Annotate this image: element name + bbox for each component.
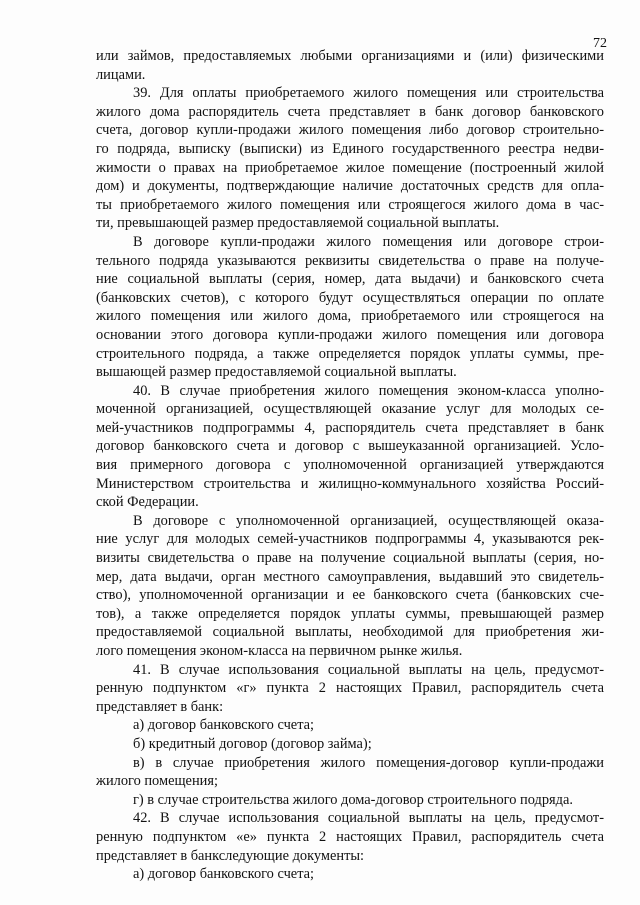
text-line: ренную подпунктом «е» пункта 2 настоящих Правил, распорядитель счета (96, 828, 604, 845)
text-line: тельного подряда указываются реквизиты свидетельства о праве на получе- (96, 252, 604, 269)
text-line: договор банковского счета и договор с вышеуказанной организацией. Усло- (96, 438, 604, 455)
text-line: лого помещения эконом-класса на первичном рынке жилья. (96, 643, 463, 659)
text-line: В договоре с уполномоченной организацией, осуществляющей оказа- (133, 512, 604, 529)
text-line: мей-участников подпрограммы 4, распорядитель счета представляет в банк (96, 419, 604, 436)
text-line: а) договор банковского счета; (133, 717, 315, 734)
text-line: ство), уполномоченной организации и ее банковского счета (банковских сче- (96, 587, 604, 604)
text-line: предоставляемой социальной выплаты, необходимой для приобретения жи- (96, 624, 604, 641)
text-line: ти, превышающей размер предоставляемой социальной выплаты. (96, 215, 500, 232)
page-number: 72 (593, 36, 607, 51)
text-line: ты приобретаемого жилого помещения или строящегося жилого дома в час- (96, 196, 604, 213)
text-line: 41. В случае использования социальной выплаты на цель, предусмот- (133, 661, 604, 678)
text-line: 40. В случае приобретения жилого помещения эконом-класса уполно- (133, 382, 604, 399)
text-line: мер, дата выдачи, орган местного самоуправления, выдавший это свидетель- (96, 568, 604, 585)
text-line: 39. Для оплаты приобретаемого жилого помещения или строительства (133, 85, 604, 102)
document-body (96, 47, 604, 884)
text-line: дом) и документы, подтверждающие наличие достаточных средств для опла- (96, 178, 604, 195)
text-line: ренную подпунктом «г» пункта 2 настоящих Правил, распорядитель счета (96, 680, 604, 697)
text-line: основании этого договора купли-продажи жилого помещения или договора (96, 326, 604, 343)
text-line: вия примерного договора с уполномоченной организацией утверждаются (96, 457, 604, 474)
text-line: а) договор банковского счета; (133, 866, 315, 883)
text-line: жилого дома распорядитель счета представляет в банк договор банковского (96, 103, 604, 120)
text-line: Министерством строительства и жилищно-коммунального хозяйства Россий- (96, 475, 604, 492)
text-line: В договоре купли-продажи жилого помещения или договоре строи- (133, 233, 604, 250)
text-line: жимости о правах на приобретаемое жилое помещение (построенный жилой (96, 159, 604, 176)
text-line: го подряда, выписку (выписки) из Единого государственного реестра недви- (96, 140, 604, 157)
text-line: (банковских счетов), с которого будут осуществляться операции по оплате (96, 289, 604, 306)
text-line: в) в случае приобретения жилого помещения-договор купли-продажи (133, 754, 604, 771)
text-line: счета, договор купли-продажи жилого помещения либо договор строительно- (96, 122, 604, 139)
text-line: моченной организацией, осуществляющей оказание услуг для молодых се- (96, 401, 604, 418)
text-line: ние услуг для молодых семей-участников подпрограммы 4, указываются рек- (96, 531, 604, 548)
text-line: г) в случае строительства жилого дома-договор строительного подряда. (133, 791, 573, 808)
text-line: строительного подряда, а также определяется порядок уплаты суммы, пре- (96, 345, 604, 362)
text-line: ской Федерации. (96, 494, 199, 511)
text-line: представляет в банк: (96, 698, 224, 715)
text-line: представляет в банкследующие документы: (96, 847, 365, 864)
text-line: вышающей размер предоставляемой социальной выплаты. (96, 364, 457, 381)
text-line: ние социальной выплаты (серия, номер, дата выдачи) и банковского счета (96, 271, 604, 288)
text-line: или займов, предоставляемых любыми организациями и (или) физическими (96, 48, 604, 64)
text-line: визиты свидетельства о праве на получение социальной выплаты (серия, но- (96, 550, 604, 567)
text-line: 42. В случае использования социальной выплаты на цель, предусмот- (133, 810, 604, 827)
text-line: тов), а также определяется порядок уплаты суммы, превышающей размер (96, 605, 604, 622)
text-line: лицами. (96, 66, 146, 83)
text-line: жилого помещения; (96, 773, 218, 790)
text-line: б) кредитный договор (договор займа); (133, 735, 372, 752)
text-line: жилого помещения или жилого дома, приобретаемого или строящегося на (96, 308, 604, 325)
